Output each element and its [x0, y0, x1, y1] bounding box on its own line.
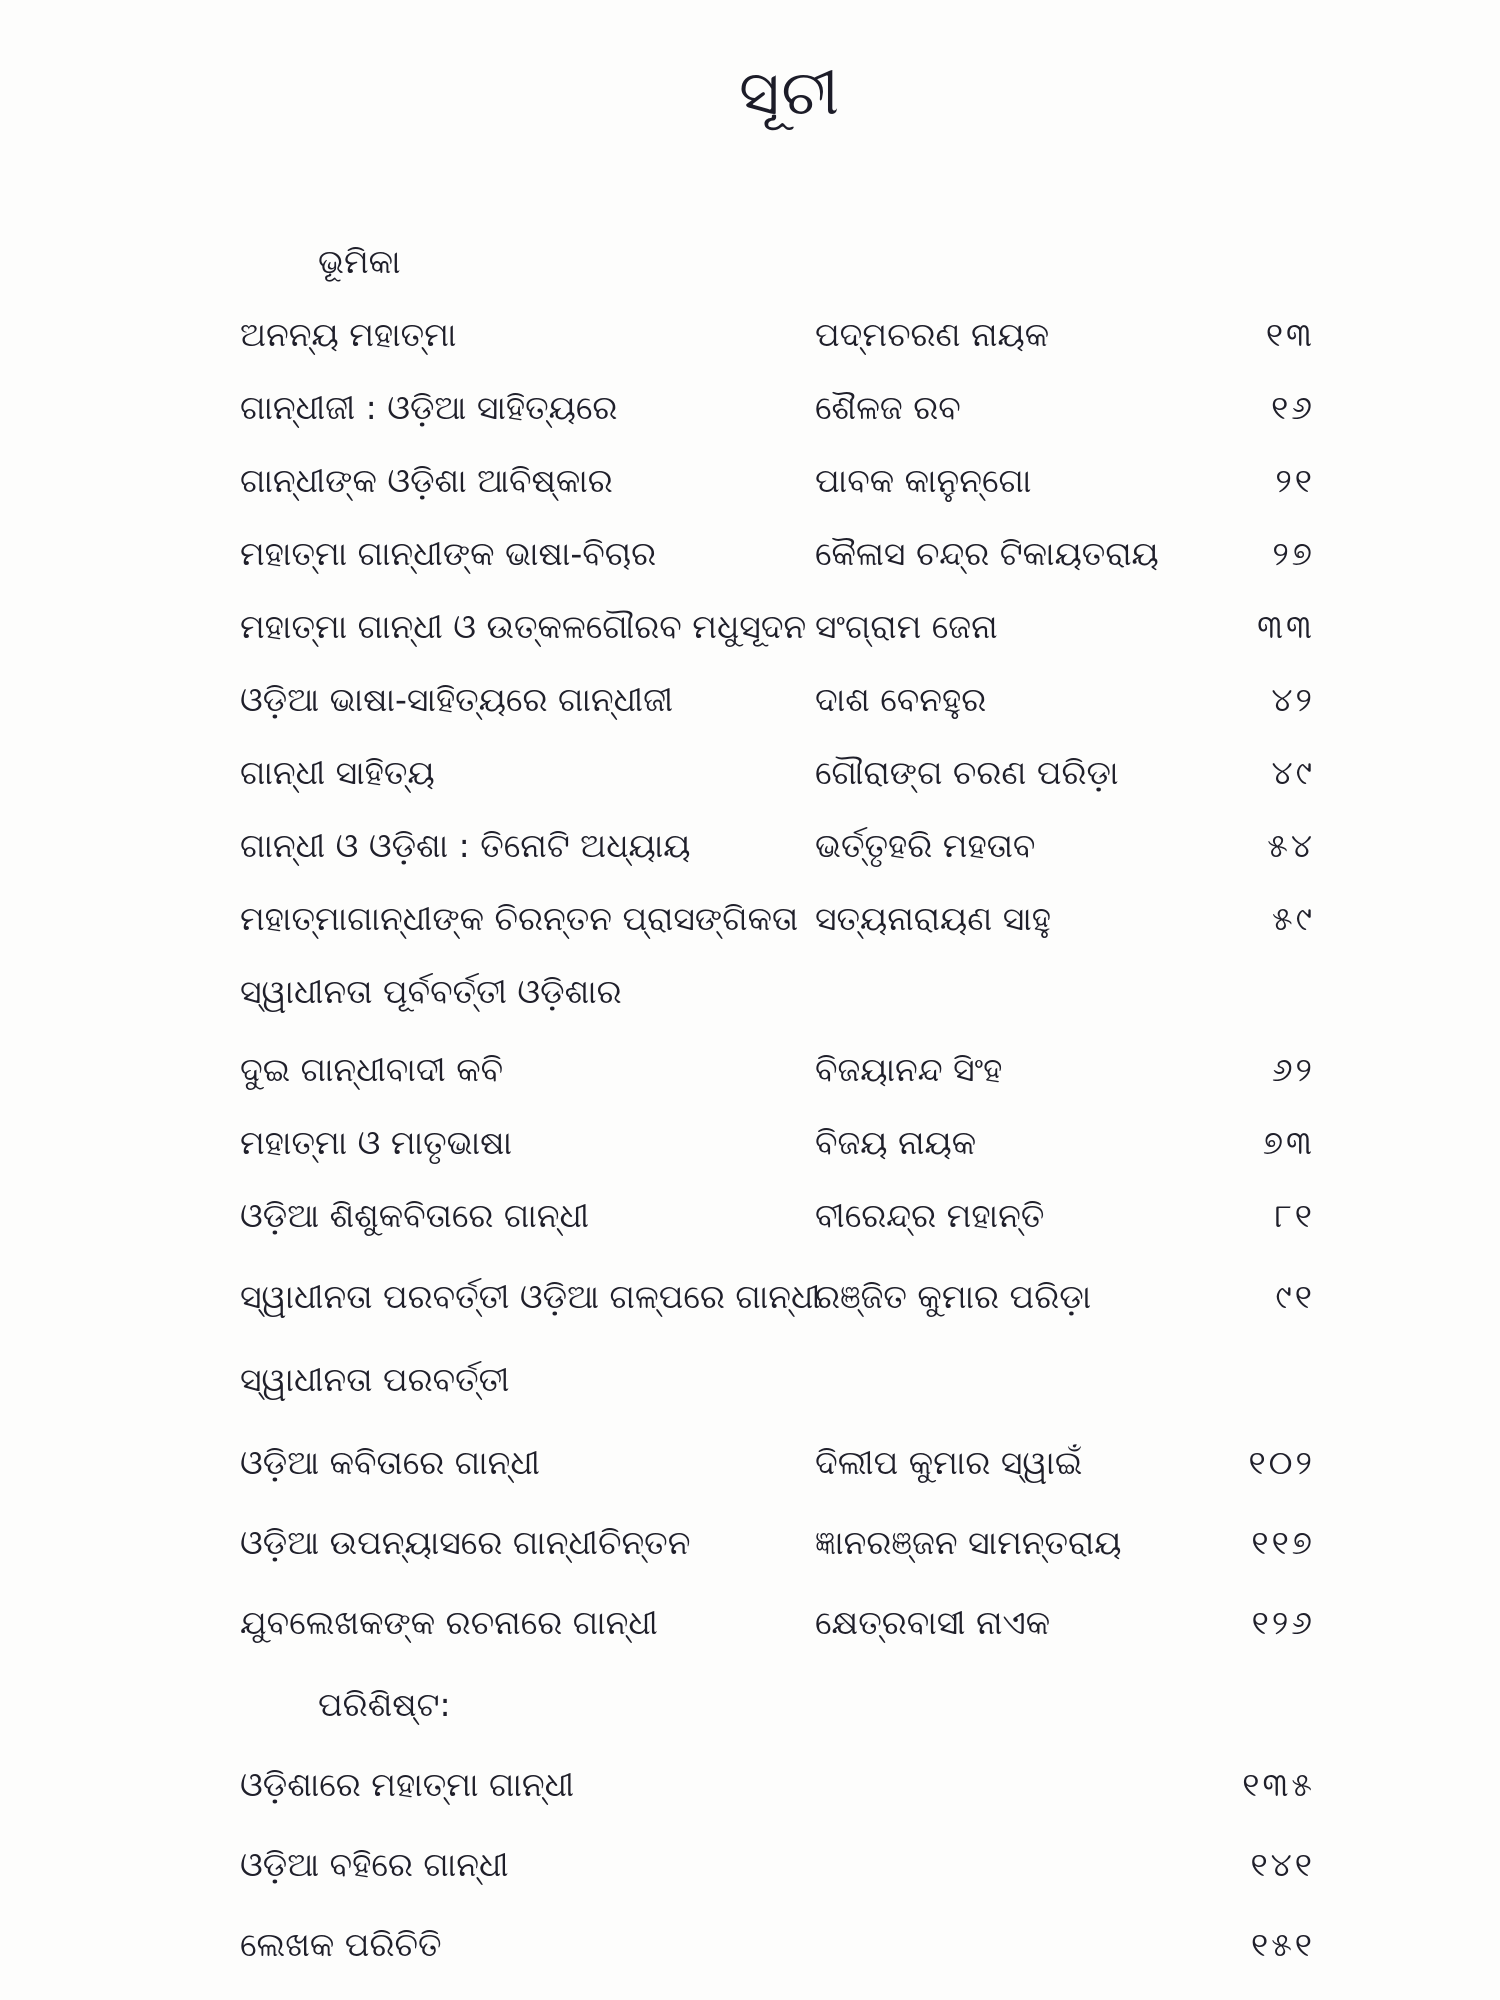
toc-entry-author: ଶୈଳଜ ରବ [815, 388, 961, 427]
toc-row [0, 889, 1500, 949]
toc-entry-title: ଗାନ୍ଧୀ ସାହିତ୍ୟ [240, 753, 435, 792]
toc-entry-title: ଗାନ୍ଧୀଙ୍କ ଓଡ଼ିଶା ଆବିଷ୍କାର [240, 461, 613, 500]
toc-row [0, 1433, 1500, 1493]
toc-entry-page: ୫୪ [1267, 826, 1315, 865]
toc-entry-page: ୧୩ [1265, 315, 1315, 354]
toc-entry-title: ଗାନ୍ଧୀଜୀ : ଓଡ଼ିଆ ସାହିତ୍ୟରେ [240, 388, 618, 427]
toc-entry-author: ପଦ୍ମଚରଣ ନାୟକ [815, 315, 1050, 354]
toc-row [0, 451, 1500, 511]
toc-entry-title: ଲେଖକ ପରିଚିତି [240, 1925, 442, 1964]
toc-entry-page: ୮୧ [1274, 1196, 1315, 1235]
toc-entry-author: ଦିଲୀପ କୁମାର ସ୍ୱାଇଁ [815, 1443, 1083, 1482]
toc-entry-title: ଓଡ଼ିଶାରେ ମହାତ୍ମା ଗାନ୍ଧୀ [240, 1765, 575, 1804]
toc-entry-author: କୈଳାସ ଚନ୍ଦ୍ର ଟିକାୟତରାୟ [815, 534, 1159, 573]
toc-entry-title: ସ୍ୱାଧୀନତା ପରବର୍ତ୍ତୀ ଓଡ଼ିଆ ଗଳ୍ପରେ ଗାନ୍ଧୀ [240, 1277, 821, 1316]
toc-entry-title: ଗାନ୍ଧୀ ଓ ଓଡ଼ିଶା : ତିନୋଟି ଅଧ୍ୟାୟ [240, 826, 691, 865]
toc-entry-title: ମହାତ୍ମା ଗାନ୍ଧୀ ଓ ଉତ୍କଳଗୌରବ ମଧୁସୂଦନ [240, 607, 807, 646]
toc-section-title: ଭୂମିକା [318, 242, 401, 281]
toc-entry-author: ସଂଗ୍ରାମ ଜେନା [815, 607, 998, 646]
toc-entry-author: ବିଜୟାନନ୍ଦ ସିଂହ [815, 1050, 1003, 1089]
toc-entry-author: ରଞ୍ଜିତ କୁମାର ପରିଡ଼ା [815, 1277, 1092, 1316]
toc-entry-author: ଗୌରାଙ୍ଗ ଚରଣ ପରିଡ଼ା [815, 753, 1119, 792]
page-title: ସୂଚୀ [738, 56, 842, 129]
toc-entry-page: ୭୩ [1262, 1123, 1315, 1162]
toc-entry-author: ବିଜୟ ନାୟକ [815, 1123, 977, 1162]
toc-entry-page: ୪୨ [1271, 680, 1315, 719]
toc-row [0, 1350, 1500, 1410]
toc-entry-page: ୪୯ [1271, 753, 1315, 792]
toc-row [0, 1513, 1500, 1573]
toc-entry-title: ଓଡ଼ିଆ ଉପନ୍ୟାସରେ ଗାନ୍ଧୀଚିନ୍ତନ [240, 1523, 691, 1562]
toc-entry-author: ସତ୍ୟନାରାୟଣ ସାହୁ [815, 899, 1051, 938]
toc-row [0, 670, 1500, 730]
toc-entry-page: ୨୧ [1275, 461, 1315, 500]
toc-entry-author: କ୍ଷେତ୍ରବାସୀ ନାଏକ [815, 1603, 1051, 1642]
toc-entry-page: ୧୦୨ [1248, 1443, 1315, 1482]
toc-row [0, 524, 1500, 584]
toc-entry-title: ଓଡ଼ିଆ କବିତାରେ ଗାନ୍ଧୀ [240, 1443, 540, 1482]
toc-entry-page: ୬୨ [1271, 1050, 1315, 1089]
toc-entry-author: ଦାଶ ବେନହୁର [815, 680, 987, 719]
toc-entry-author: ବୀରେନ୍ଦ୍ର ମହାନ୍ତି [815, 1196, 1045, 1235]
toc-row [0, 962, 1500, 1022]
toc-entry-page: ୩୩ [1257, 607, 1315, 646]
toc-entry-title: ସ୍ୱାଧୀନତା ପୂର୍ବବର୍ତ୍ତୀ ଓଡ଼ିଶାର [240, 972, 622, 1011]
toc-row [0, 1267, 1500, 1327]
toc-row [0, 816, 1500, 876]
toc-row [0, 305, 1500, 365]
toc-row [0, 597, 1500, 657]
toc-entry-page: ୧୬ [1271, 388, 1315, 427]
toc-entry-page: ୧୨୬ [1251, 1603, 1315, 1642]
toc-entry-page: ୨୭ [1272, 534, 1315, 573]
toc-row [0, 743, 1500, 803]
toc-row [0, 1186, 1500, 1246]
toc-section-heading [0, 1675, 1500, 1735]
toc-row [0, 1835, 1500, 1895]
toc-entry-page: ୫୯ [1272, 899, 1315, 938]
toc-entry-title: ମହାତ୍ମାଗାନ୍ଧୀଙ୍କ ଚିରନ୍ତନ ପ୍ରାସଙ୍ଗିକତା [240, 899, 799, 938]
toc-row [0, 1040, 1500, 1100]
toc-entry-title: ଦୁଇ ଗାନ୍ଧୀବାଦୀ କବି [240, 1050, 504, 1089]
toc-entry-author: ଜ୍ଞାନରଞ୍ଜନ ସାମନ୍ତରାୟ [815, 1523, 1122, 1562]
toc-entry-author: ଭର୍ତ୍ତୃହରି ମହତାବ [815, 826, 1036, 865]
toc-entry-title: ମହାତ୍ମା ଗାନ୍ଧୀଙ୍କ ଭାଷା-ବିଚାର [240, 534, 657, 573]
toc-entry-title: ଓଡ଼ିଆ ଭାଷା-ସାହିତ୍ୟରେ ଗାନ୍ଧୀଜୀ [240, 680, 674, 719]
toc-entry-title: ମହାତ୍ମା ଓ ମାତୃଭାଷା [240, 1123, 513, 1162]
toc-row [0, 1755, 1500, 1815]
toc-entry-title: ଓଡ଼ିଆ ବହିରେ ଗାନ୍ଧୀ [240, 1845, 509, 1884]
toc-row [0, 1593, 1500, 1653]
toc-entry-page: ୧୪୧ [1250, 1845, 1315, 1884]
toc-entry-title: ଯୁବଲେଖକଙ୍କ ରଚନାରେ ଗାନ୍ଧୀ [240, 1603, 658, 1642]
toc-entry-page: ୧୩୫ [1242, 1765, 1315, 1804]
toc-entry-page: ୧୧୭ [1251, 1523, 1315, 1562]
toc-entry-author: ପାବକ କାନୁନ୍‌ଗୋ [815, 461, 1032, 500]
toc-entry-title: ଅନନ୍ୟ ମହାତ୍ମା [240, 315, 457, 354]
toc-entry-title: ଓଡ଼ିଆ ଶିଶୁକବିତାରେ ଗାନ୍ଧୀ [240, 1196, 590, 1235]
toc-row [0, 378, 1500, 438]
toc-section-title: ପରିଶିଷ୍ଟ: [318, 1685, 451, 1724]
toc-section-heading [0, 232, 1500, 292]
toc-row [0, 1915, 1500, 1975]
toc-entry-page: ୧୫୧ [1251, 1925, 1315, 1964]
toc-row [0, 1113, 1500, 1173]
toc-entry-title: ସ୍ୱାଧୀନତା ପରବର୍ତ୍ତୀ [240, 1360, 510, 1399]
toc-entry-page: ୯୧ [1275, 1277, 1315, 1316]
